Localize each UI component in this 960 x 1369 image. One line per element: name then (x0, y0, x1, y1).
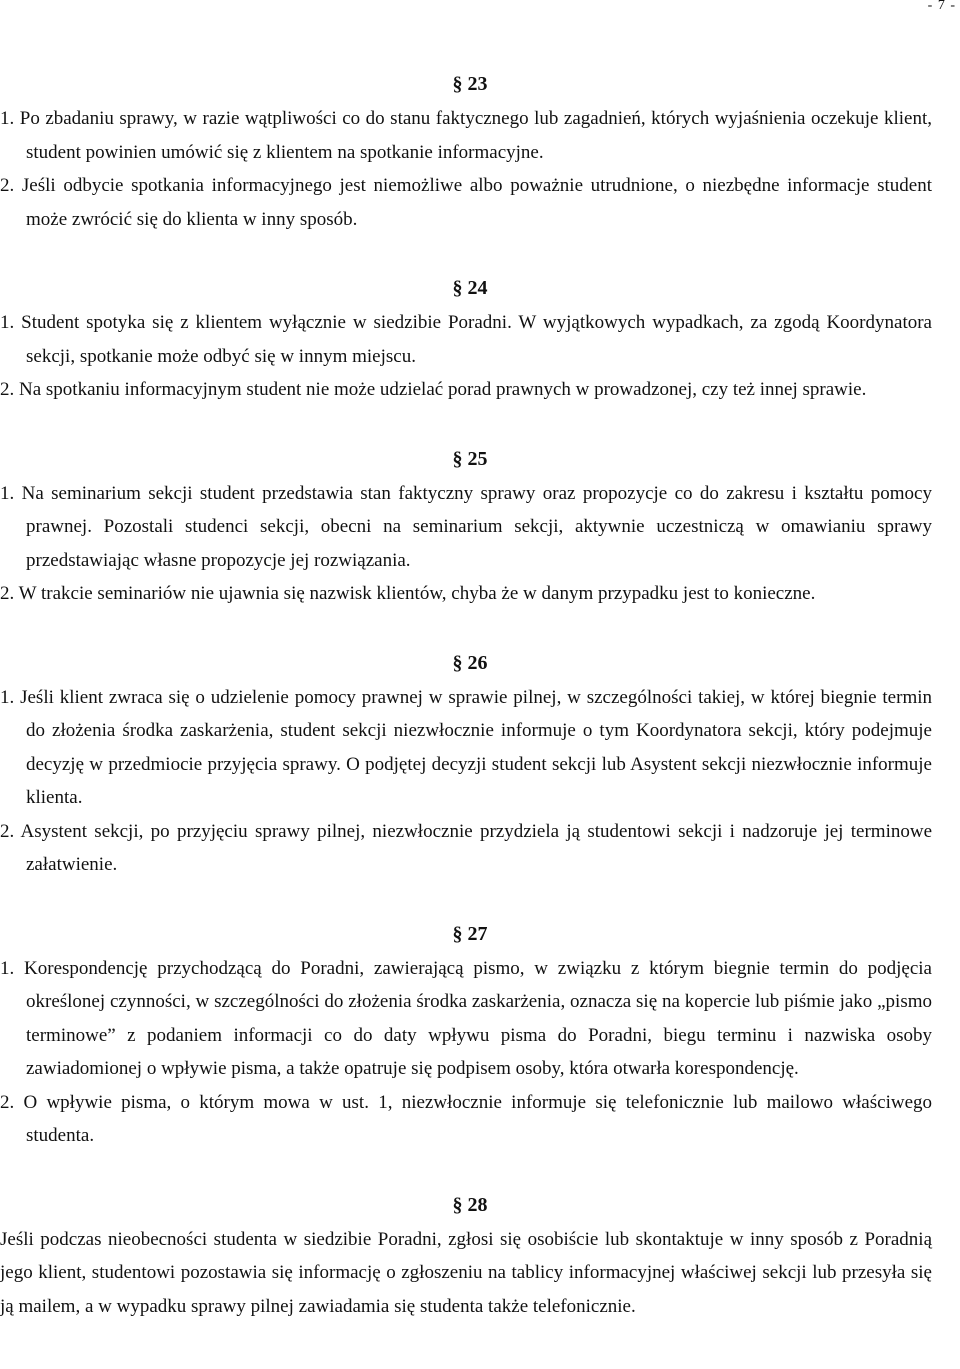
paragraph: 2. Na spotkaniu informacyjnym student nie może udzielać porad prawnych w prowadzonej, czy też innej sprawie. (0, 379, 867, 400)
section-title: § 28 (452, 1193, 488, 1216)
paragraph: 1. Po zbadaniu sprawy, w razie wątpliwości co do stanu faktycznego lub zagadnień, których wyjaśnienia oczekuje klient, student powinien umówić się z klientem na spotkanie informacyjne. (0, 108, 932, 163)
paragraph: 1. Jeśli klient zwraca się o udzielenie pomocy prawnej w sprawie pilnej, w szczególności takiej, w której biegnie termin do złożenia środka zaskarżenia, student sekcji niezwłocznie informuje o tym Koordynatora sekcji, który podejmuje decyzję w przedmiocie przyjęcia sprawy. O podjętej decyzji student sekcji lub Asystent sekcji niezwłocznie informuje klienta. (0, 686, 932, 808)
paragraph: 1. Student spotyka się z klientem wyłącznie w siedzibie Poradni. W wyjątkowych wypadkach, za zgodą Koordynatora sekcji, spotkanie może odbyć się w innym miejscu. (0, 312, 932, 367)
section-title: § 24 (452, 277, 488, 299)
section-title: § 26 (452, 651, 488, 674)
paragraph: 1. Korespondencję przychodzącą do Poradni, zawierającą pismo, w związku z którym biegnie termin do podjęcia określonej czynności, w szczególności do złożenia środka zaskarżenia, oznacza się na kopercie lub piśmie jako „pismo terminowe” z podaniem informacji co do daty wpływu pisma do Poradni, biegu terminu i nazwiska osoby zawiadomionej o wpływie pisma, a także opatruje się podpisem osoby, która otwarła korespondencję. (0, 957, 932, 1079)
section-27 (0, 916, 932, 1153)
section-title: § 23 (452, 73, 488, 95)
section-26 (0, 645, 932, 882)
section-24 (0, 270, 932, 407)
paragraph: 2. O wpływie pisma, o którym mowa w ust. 1, niezwłocznie informuje się telefonicznie lub mailowo właściwego studenta. (0, 1091, 932, 1146)
paragraph: 2. Asystent sekcji, po przyjęciu sprawy pilnej, niezwłocznie przydziela ją studentowi sekcji i nadzoruje jej terminowe załatwienie. (0, 820, 932, 875)
paragraph: 2. Jeśli odbycie spotkania informacyjnego jest niemożliwe albo poważnie utrudnione, o niezbędne informacje student może zwrócić się do klienta w inny sposób. (0, 175, 932, 230)
paragraph: Jeśli podczas nieobecności studenta w siedzibie Poradni, zgłosi się osobiście lub skontaktuje w inny sposób z Poradnią jego klient, studentowi pozostawia się informację o zgłoszeniu na tablicy informacyjnej właściwej sekcji lub przesyła się ją mailem, a w wypadku sprawy pilnej zawiadamia się studenta także telefonicznie. (0, 1228, 932, 1317)
document-body (0, 66, 932, 1323)
paragraph: 1. Na seminarium sekcji student przedstawia stan faktyczny sprawy oraz propozycje co do zakresu i kształtu pomocy prawnej. Pozostali studenci sekcji, obecni na seminarium sekcji, aktywnie uczestniczą w omawianiu sprawy przedstawiając własne propozycje jej rozwiązania. (0, 482, 932, 571)
section-28 (0, 1187, 932, 1324)
paragraph: 2. W trakcie seminariów nie ujawnia się nazwisk klientów, chyba że w danym przypadku jest to konieczne. (0, 583, 816, 604)
page-number: - 7 - (927, 0, 956, 13)
section-title: § 25 (452, 447, 488, 470)
section-25 (0, 441, 932, 611)
section-title: § 27 (452, 922, 488, 945)
section-23 (0, 66, 932, 236)
